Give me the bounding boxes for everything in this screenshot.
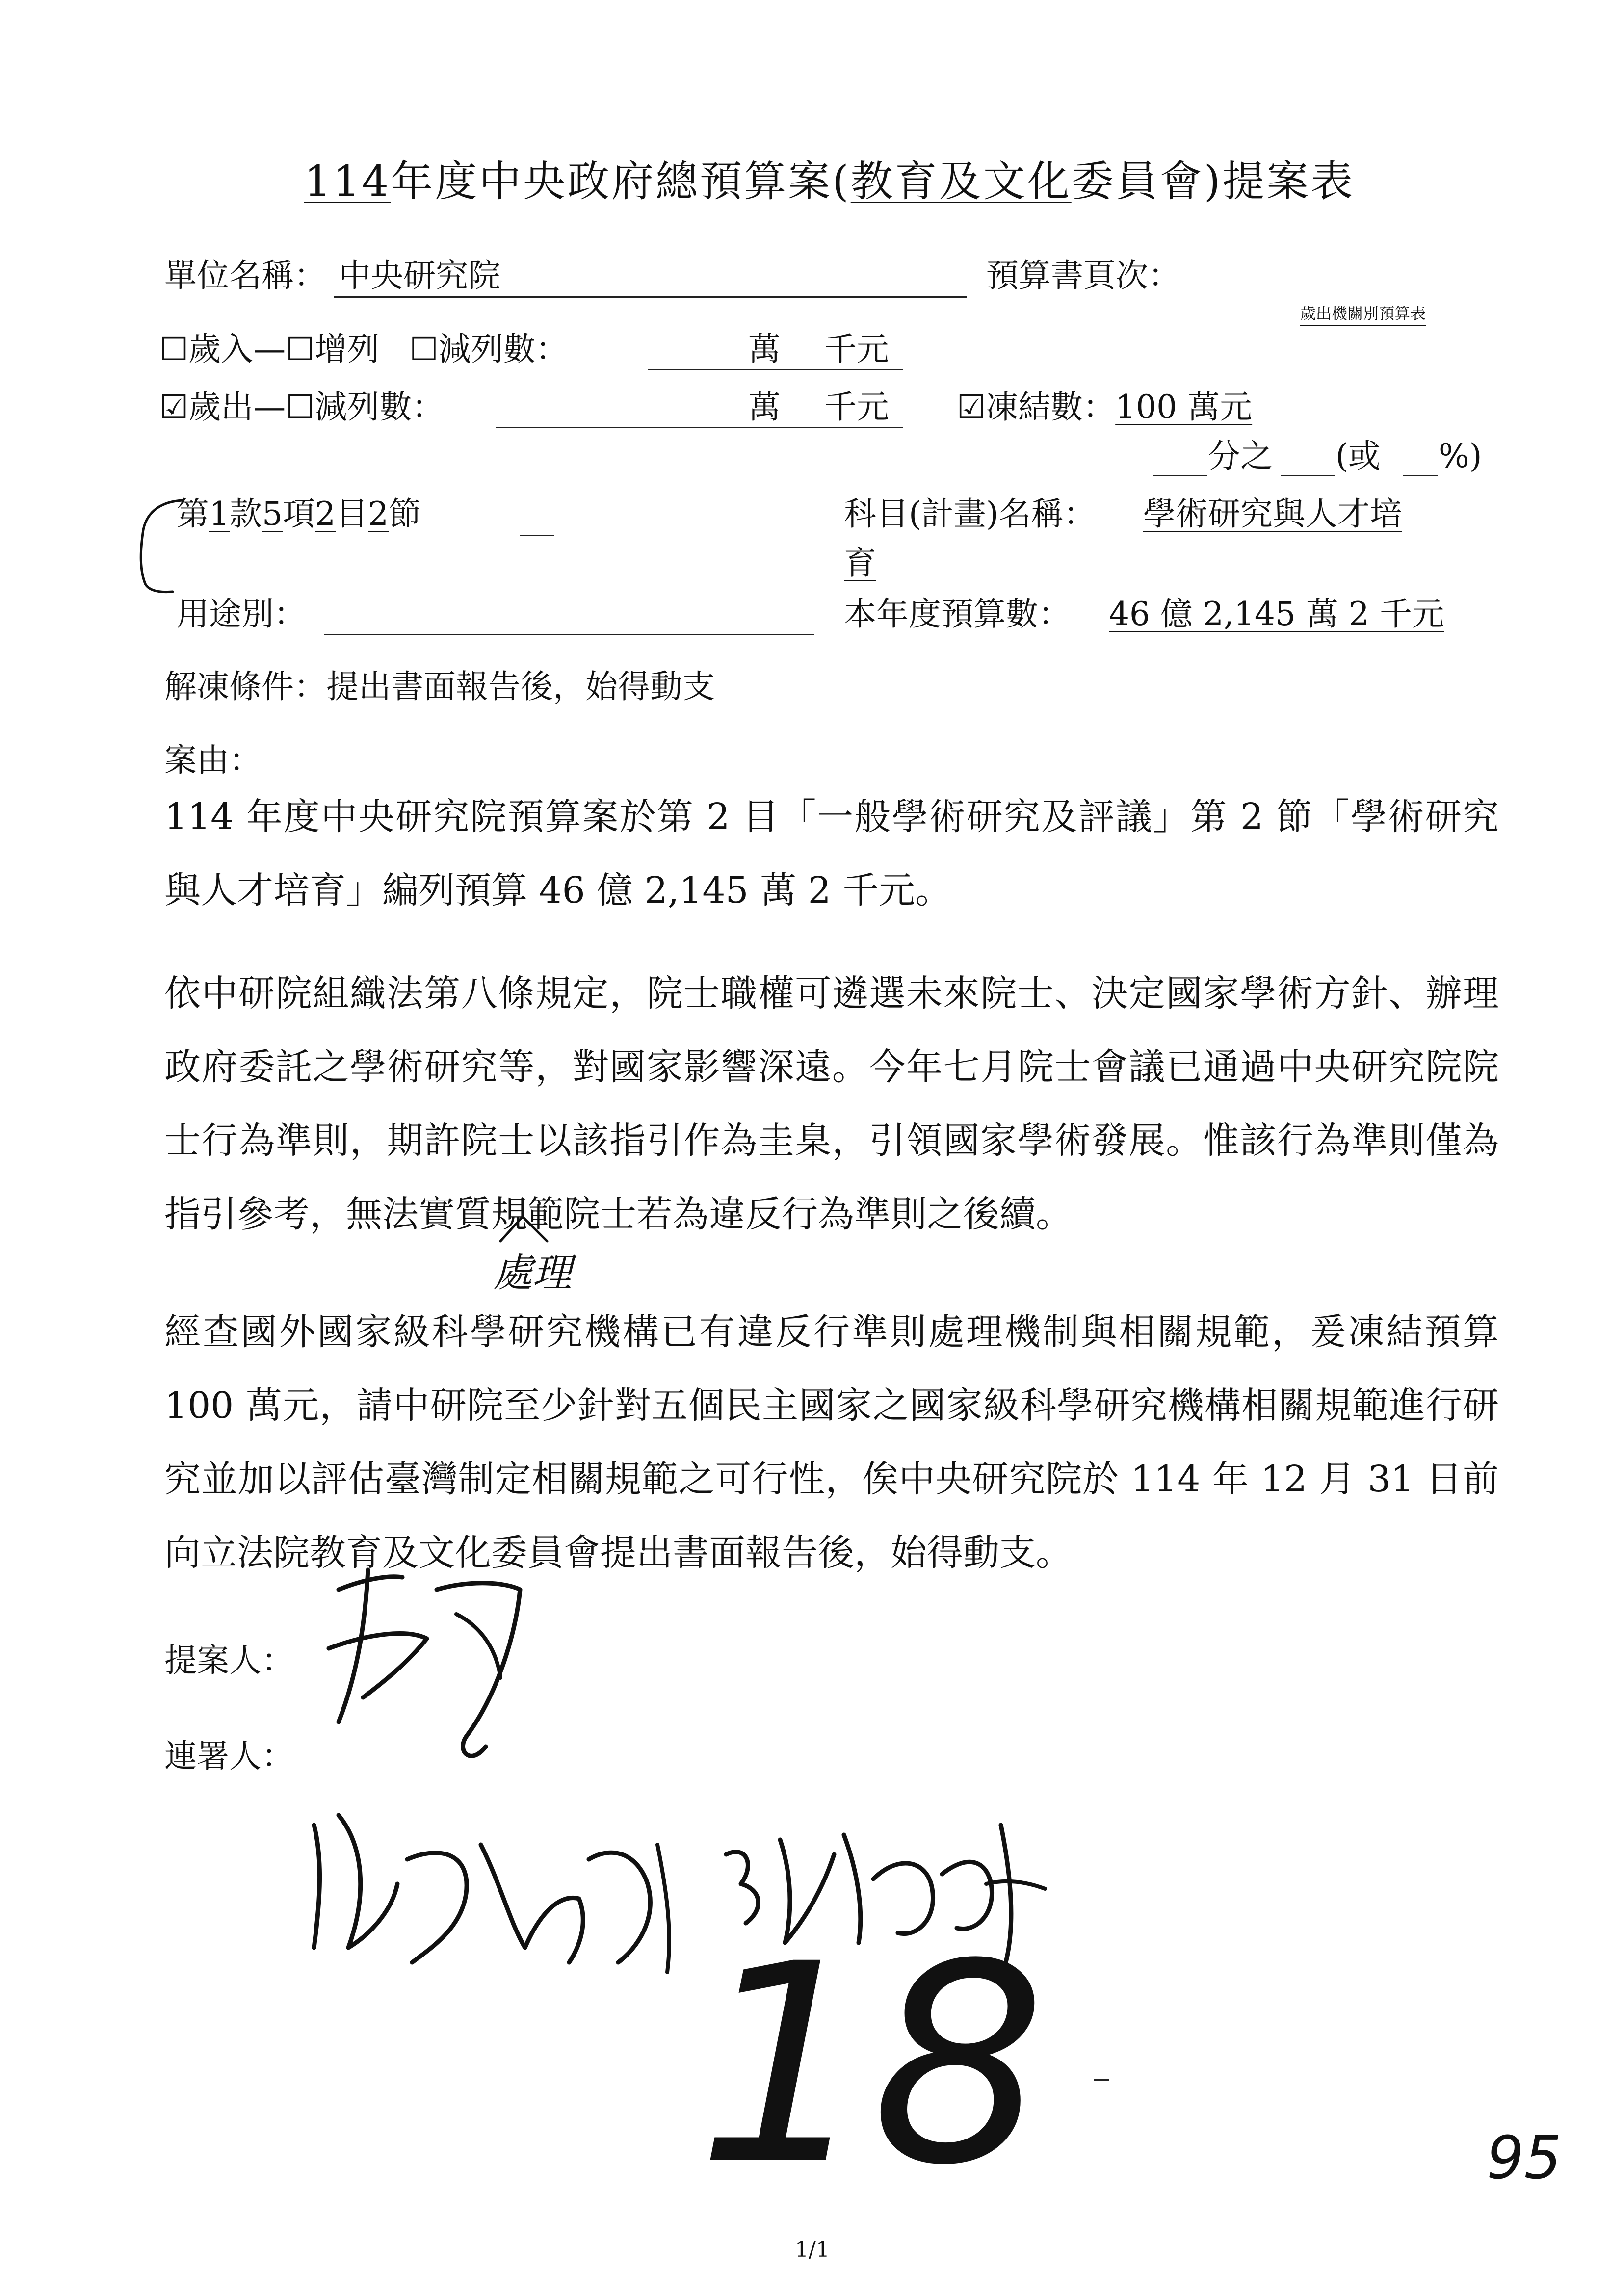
annual-budget-value: 46 億 2,145 萬 2 千元 bbox=[1109, 595, 1444, 633]
fraction-or: (或 bbox=[1336, 437, 1381, 475]
revenue-amount-underline bbox=[648, 369, 903, 370]
cosigner-signature-1 bbox=[294, 1786, 697, 1997]
class-prefix: 第 bbox=[177, 495, 209, 533]
fraction-pct: %) bbox=[1439, 437, 1482, 475]
reason-paragraph-2: 依中研院組織法第八條規定，院士職權可遴選未來院士、決定國家學術方針、辦理政府委託之學術研究等，對國家影響深遠。今年七月院士會議已通過中央研究院院士行為準則，期許院士以該指引作為圭臬，引領國家學術發展。惟該行為準則僅為指引參考，無法實質規範院士若為違反行為準則之後續。 bbox=[164, 972, 1499, 1235]
page-number: 1/1 bbox=[795, 2237, 830, 2262]
revenue-checkbox[interactable]: ☐ bbox=[159, 330, 189, 368]
revenue-decrease-label: 減列數： bbox=[438, 330, 568, 368]
expenditure-wan: 萬 bbox=[748, 388, 781, 426]
proposer-label: 提案人： bbox=[164, 1642, 294, 1679]
subject-label: 科目(計畫)名稱： bbox=[844, 495, 1096, 533]
classification-row bbox=[177, 495, 421, 533]
fraction-blank-2 bbox=[1281, 475, 1335, 476]
title-committee: 教育及文化 bbox=[850, 157, 1072, 206]
class-mu: 2 bbox=[315, 495, 336, 533]
purpose-label: 用途別： bbox=[177, 595, 306, 633]
class-xiang: 5 bbox=[262, 495, 283, 533]
expenditure-checkbox[interactable]: ☑ bbox=[159, 388, 189, 426]
revenue-label: 歲入— bbox=[188, 330, 286, 368]
reason-paragraph-3: 經查國外國家級科學研究機構已有違反行準則處理機制與相關規範，爰凍結預算 100 萬元，請中研院至少針對五個民主國家之國家級科學研究機構相關規範進行研究並加以評估臺灣制定相關規範之可行性，俟中央研究院於 114 年 12 月 31 日前向立法院教育及文化委員會提出書面報告後，始得動支。 bbox=[164, 1311, 1499, 1574]
budget-page-label: 預算書頁次： bbox=[986, 257, 1180, 294]
class-kuan-label: 款 bbox=[230, 495, 262, 533]
title-pre: 年度中央政府總預算案( bbox=[391, 157, 851, 206]
unfreeze-value: 提出書面報告後，始得動支 bbox=[326, 668, 715, 705]
reason-paragraph-1: 114 年度中央研究院預算案於第 2 目「一般學術研究及評議」第 2 節「學術研究與人才培育」編列預算 46 億 2,145 萬 2 千元。 bbox=[164, 796, 1499, 912]
unit-label: 單位名稱： bbox=[164, 257, 326, 294]
unfreeze-label: 解凍條件： bbox=[164, 668, 326, 705]
freeze-checkbox[interactable]: ☑ bbox=[957, 388, 986, 426]
revenue-qian: 千元 bbox=[824, 330, 889, 368]
title-post: 委員會)提案表 bbox=[1071, 157, 1355, 206]
revenue-wan: 萬 bbox=[748, 330, 781, 368]
expenditure-amount-underline bbox=[496, 427, 903, 428]
fraction-blank-1 bbox=[1153, 475, 1207, 476]
fraction-blank-3 bbox=[1403, 475, 1438, 476]
class-trailing-blank bbox=[520, 535, 554, 536]
reason-label: 案由： bbox=[164, 741, 262, 779]
purpose-underline bbox=[324, 634, 814, 635]
subject-value-line2: 育 bbox=[844, 544, 876, 582]
revenue-row bbox=[159, 330, 568, 368]
freeze-group bbox=[957, 388, 1252, 426]
class-xiang-label: 項 bbox=[283, 495, 315, 533]
annual-budget-label: 本年度預算數： bbox=[844, 595, 1071, 633]
expenditure-qian: 千元 bbox=[824, 388, 889, 426]
revenue-increase-label: 增列 bbox=[314, 330, 380, 368]
class-kuan: 1 bbox=[209, 495, 230, 533]
unit-underline bbox=[334, 296, 967, 298]
budget-page-note: 歲出機關別預算表 bbox=[1300, 304, 1426, 323]
proposer-signature bbox=[309, 1560, 564, 1815]
handwritten-page-mark: 95 bbox=[1487, 2124, 1562, 2192]
unfreeze-condition bbox=[164, 667, 715, 706]
revenue-decrease-checkbox[interactable]: ☐ bbox=[409, 330, 439, 368]
cosigner-label: 連署人： bbox=[164, 1737, 294, 1775]
title-year: 114 bbox=[304, 157, 391, 206]
handwritten-number: 18 bbox=[697, 1905, 1047, 2225]
stray-mark bbox=[1094, 2079, 1109, 2081]
freeze-value: 100 萬元 bbox=[1115, 388, 1253, 426]
page-title bbox=[304, 147, 1355, 208]
class-jie: 2 bbox=[368, 495, 389, 533]
fraction-mid: 分之 bbox=[1208, 437, 1273, 475]
handwritten-insert: 處理 bbox=[493, 1250, 572, 1296]
expenditure-label: 歲出— bbox=[188, 388, 286, 426]
expenditure-row bbox=[159, 388, 444, 426]
revenue-increase-checkbox[interactable]: ☐ bbox=[286, 330, 315, 368]
subject-value-line1: 學術研究與人才培 bbox=[1143, 495, 1402, 533]
freeze-label: 凍結數： bbox=[986, 388, 1116, 426]
class-mu-label: 目 bbox=[336, 495, 368, 533]
expenditure-decrease-checkbox[interactable]: ☐ bbox=[286, 388, 315, 426]
class-jie-label: 節 bbox=[389, 495, 421, 533]
unit-value: 中央研究院 bbox=[339, 257, 500, 294]
expenditure-decrease-label: 減列數： bbox=[314, 388, 445, 426]
